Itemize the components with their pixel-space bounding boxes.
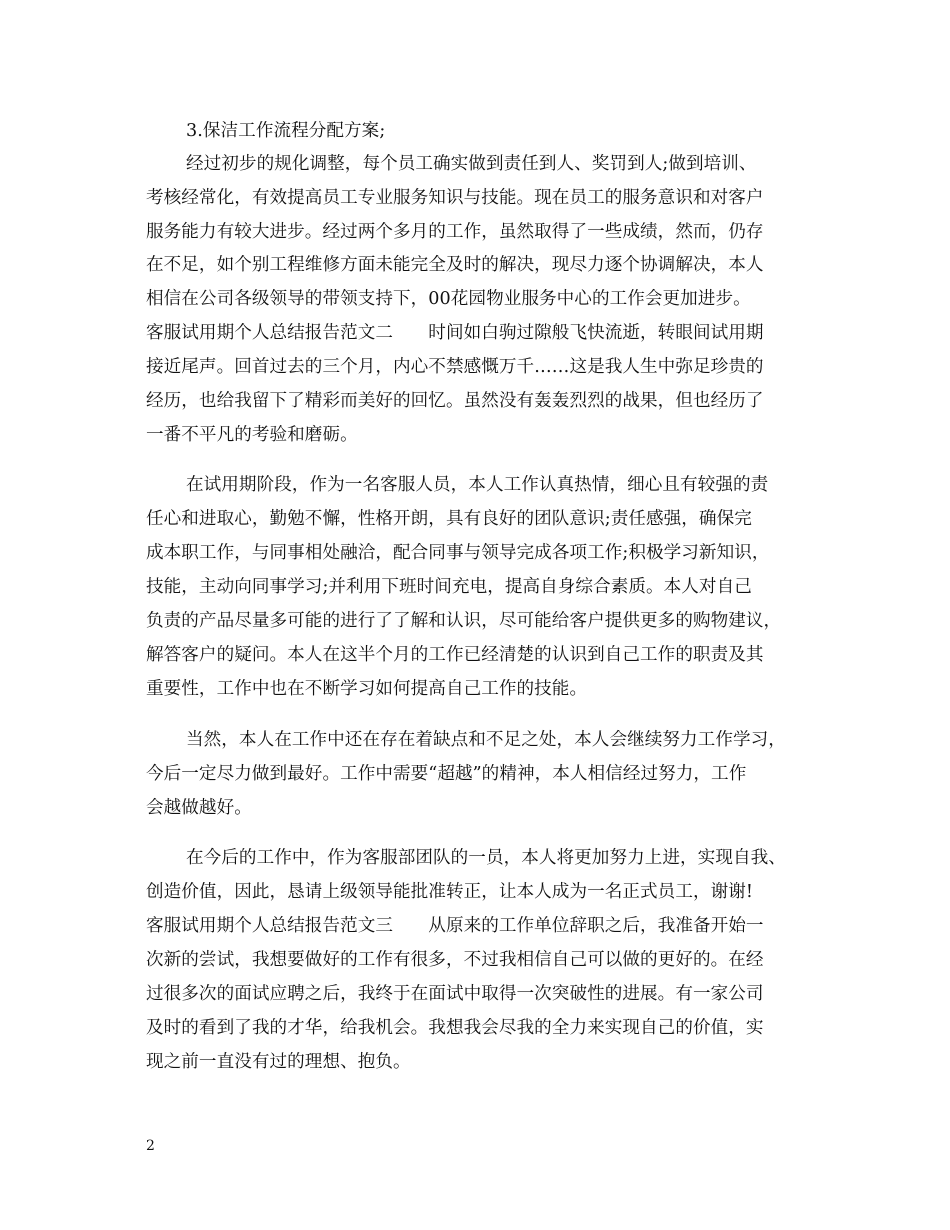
text-line-5: 在不足，如个别工程维修方面未能完全及时的解决，现尽力逐个协调解决，本人	[146, 255, 764, 275]
text-line-8: 接近尾声。回首过去的三个月，内心不禁感慨万千……这是我人生中弥足珍贵的	[146, 357, 764, 377]
section-heading-line-7: 客服试用期个人总结报告范文二 时间如白驹过隙般飞快流逝，转眼间试用期	[146, 323, 764, 343]
text-line-15: 负责的产品尽量多可能的进行了了解和认识，尽可能给客户提供更多的购物建议，	[146, 611, 782, 631]
text-line-27: 现之前一直没有过的理想、抱负。	[146, 1052, 411, 1072]
text-line-9: 经历，也给我留下了精彩而美好的回忆。虽然没有轰轰烈烈的战果，但也经历了	[146, 391, 764, 411]
text-line-1: 3.保洁工作流程分配方案;	[186, 121, 386, 141]
text-line-14: 技能，主动向同事学习;并利用下班时间充电，提高自身综合素质。本人对自己	[146, 577, 752, 597]
text-line-20: 会越做越好。	[146, 798, 252, 818]
text-line-3: 考核经常化，有效提高员工专业服务知识与技能。现在员工的服务意识和对客户	[146, 188, 764, 208]
section-heading-line-23: 客服试用期个人总结报告范文三 从原来的工作单位辞职之后，我准备开始一	[146, 916, 764, 936]
text-line-21: 在今后的工作中，作为客服部团队的一员，本人将更加努力上进，实现自我、	[186, 848, 786, 868]
text-line-16: 解答客户的疑问。本人在这半个月的工作已经清楚的认识到自己工作的职责及其	[146, 645, 764, 665]
text-line-13: 成本职工作，与同事相处融洽，配合同事与领导完成各项工作;积极学习新知识，	[146, 543, 770, 563]
text-line-10: 一番不平凡的考验和磨砺。	[146, 425, 358, 445]
text-line-25: 过很多次的面试应聘之后，我终于在面试中取得一次突破性的进展。有一家公司	[146, 984, 764, 1004]
text-line-17: 重要性，工作中也在不断学习如何提高自己工作的技能。	[146, 679, 588, 699]
text-line-4: 服务能力有较大进步。经过两个多月的工作，虽然取得了一些成绩，然而，仍存	[146, 222, 764, 242]
text-line-18: 当然，本人在工作中还在存在着缺点和不足之处，本人会继续努力工作学习，	[186, 730, 786, 750]
text-line-26: 及时的看到了我的才华，给我机会。我想我会尽我的全力来实现自己的价值，实	[146, 1018, 764, 1038]
text-line-24: 次新的尝试，我想要做好的工作有很多，不过我相信自己可以做的更好的。在经	[146, 950, 764, 970]
text-line-22: 创造价值，因此，恳请上级领导能批准转正，让本人成为一名正式员工，谢谢!	[146, 882, 754, 902]
text-line-11: 在试用期阶段，作为一名客服人员，本人工作认真热情，细心且有较强的责	[186, 475, 769, 495]
text-line-2: 经过初步的规化调整，每个员工确实做到责任到人、奖罚到人;做到培训、	[186, 154, 757, 174]
text-line-6: 相信在公司各级领导的带领支持下，00花园物业服务中心的工作会更加进步。	[146, 289, 751, 309]
page-number: 2	[146, 1138, 155, 1154]
text-line-12: 任心和进取心，勤勉不懈，性格开朗，具有良好的团队意识;责任感强，确保完	[146, 509, 752, 529]
text-line-19: 今后一定尽力做到最好。工作中需要“超越”的精神，本人相信经过努力，工作	[146, 764, 747, 784]
